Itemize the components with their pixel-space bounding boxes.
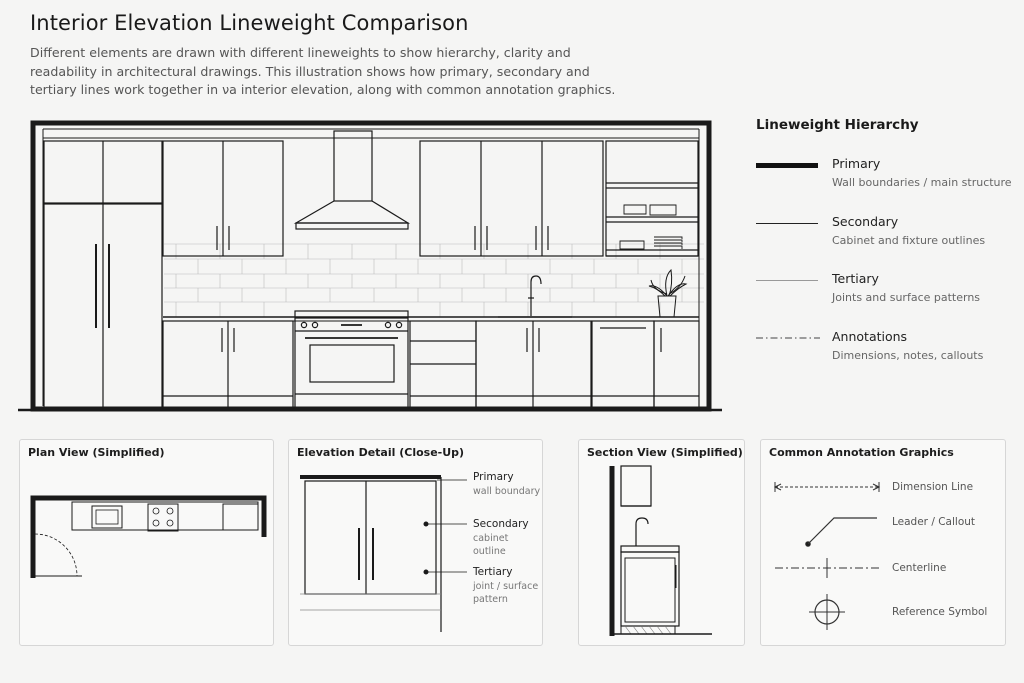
detail-label-tertiary: Tertiary xyxy=(473,566,513,578)
detail-sub-primary: wall boundary xyxy=(473,486,541,497)
base-cabinets xyxy=(163,321,699,408)
legend-item-name: Secondary xyxy=(832,214,899,229)
dimension-line-symbol xyxy=(775,482,879,492)
legend-item-desc: Wall boundaries / main structure xyxy=(832,176,1012,189)
legend-item-desc: Cabinet and fixture outlines xyxy=(832,234,986,247)
legend-item-name: Primary xyxy=(832,156,881,171)
annotation-graphics-panel xyxy=(760,439,1006,646)
refrigerator xyxy=(44,141,162,408)
upper-cabinets-right xyxy=(420,141,603,256)
detail-sub-tertiary-2: pattern xyxy=(473,594,508,605)
legend-title: Lineweight Hierarchy xyxy=(756,117,919,133)
sink-faucet xyxy=(498,276,572,317)
annotation-label: Reference Symbol xyxy=(892,606,988,618)
annotation-label: Dimension Line xyxy=(892,481,974,493)
kitchen-elevation-drawing xyxy=(16,116,722,416)
detail-label-primary: Primary xyxy=(473,471,514,483)
upper-cabinets-left xyxy=(163,141,283,256)
backsplash-tile-pattern xyxy=(164,244,704,317)
panel-title: Common Annotation Graphics xyxy=(769,446,954,459)
tertiary-line-swatch xyxy=(756,280,818,281)
range-hood xyxy=(296,131,408,229)
legend-item-desc: Dimensions, notes, callouts xyxy=(832,349,984,362)
plan-view-drawing xyxy=(20,440,273,645)
centerline-symbol xyxy=(775,558,879,578)
legend-item-name: Tertiary xyxy=(832,271,879,286)
leader-callout-symbol xyxy=(806,518,877,546)
reference-symbol xyxy=(809,594,845,630)
legend-item-name: Annotations xyxy=(832,329,908,344)
panel-title: Plan View (Simplified) xyxy=(28,446,165,459)
elevation-detail-panel xyxy=(288,439,543,646)
page-title: Interior Elevation Lineweight Comparison xyxy=(30,11,469,35)
panel-title: Section View (Simplified) xyxy=(587,446,743,459)
page-description: Different elements are drawn with different lineweights to show hierarchy, clarity and readability in architectural drawings. This illustration shows how primary, secondary and tertiary lines work together in νa interior elevation, along with common annotation graphics. xyxy=(30,45,616,97)
plan-view-panel xyxy=(19,439,274,646)
legend-item-desc: Joints and surface patterns xyxy=(832,291,981,304)
open-shelves xyxy=(606,141,698,256)
lineweight-legend xyxy=(756,116,1016,362)
annotation-line-swatch xyxy=(756,336,820,340)
detail-sub-tertiary-1: joint / surface xyxy=(473,581,539,592)
annotation-label: Centerline xyxy=(892,562,947,574)
panel-title: Elevation Detail (Close-Up) xyxy=(297,446,465,459)
primary-line-swatch xyxy=(756,163,818,168)
section-view-drawing xyxy=(579,440,744,645)
wall-boundary xyxy=(33,123,709,409)
detail-sub-secondary: cabinet outline xyxy=(473,533,509,557)
range-oven xyxy=(295,311,408,408)
potted-plant xyxy=(649,270,686,317)
annotation-label: Leader / Callout xyxy=(892,516,976,528)
secondary-line-swatch xyxy=(756,223,818,224)
section-view-panel xyxy=(578,439,745,646)
detail-label-secondary: Secondary xyxy=(473,518,529,530)
